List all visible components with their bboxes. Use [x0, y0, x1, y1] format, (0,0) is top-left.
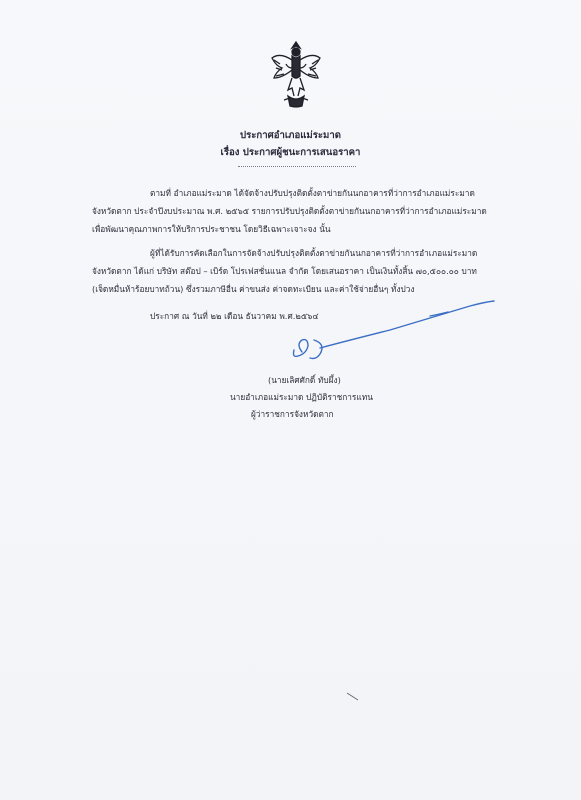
- signer-name: (นายเลิศศักดิ์ ทับผึ้ง): [268, 375, 341, 385]
- handwritten-signature: [280, 300, 510, 380]
- announcement-heading: ประกาศอำเภอแม่ระมาด: [240, 130, 341, 141]
- paragraph-2-line-2: จังหวัดตาก ได้แก่ บริษัท สต๊อป – เบิร์ด โปรเฟสชั่นแนล จำกัด โดยเสนอราคา เป็นเงินทั้งสิ้น ๗๐,๕๐๐.๐๐ บาท: [92, 266, 477, 276]
- garuda-emblem-icon: [268, 38, 324, 110]
- paragraph-1-line-3: เพื่อพัฒนาคุณภาพการให้บริการประชาชน โดยวิธีเฉพาะเจาะจง นั้น: [92, 224, 331, 234]
- dotted-divider: [238, 166, 356, 167]
- announcement-subject: เรื่อง ประกาศผู้ชนะการเสนอราคา: [220, 147, 361, 158]
- announcement-date: ประกาศ ณ วันที่ ๒๒ เดือน ธันวาคม พ.ศ.๒๕๖๔: [150, 311, 319, 321]
- paragraph-1-line-2: จังหวัดตาก ประจำปีงบประมาณ พ.ศ. ๒๕๖๕ รายการปรับปรุงติดตั้งตาข่ายกันนกอาคารที่ว่าการอำเภอแม่ระมาด: [92, 206, 487, 216]
- paragraph-1-line-1: ตามที่ อำเภอแม่ระมาด ได้จัดจ้างปรับปรุงติดตั้งตาข่ายกันนกอาคารที่ว่าการอำเภอแม่ระมาด: [150, 188, 475, 198]
- paragraph-2-line-3: (เจ็ดหมื่นห้าร้อยบาทถ้วน) ซึ่งรวมภาษีอื่น ค่าขนส่ง ค่าจดทะเบียน และค่าใช้จ่ายอื่นๆ ทั้งปวง: [92, 284, 415, 294]
- ink-mark: [346, 692, 360, 702]
- paragraph-2-line-1: ผู้ที่ได้รับการคัดเลือกในการจัดจ้างปรับปรุงติดตั้งตาข่ายกันนกอาคารที่ว่าการอำเภอแม่ระมาด: [150, 248, 478, 258]
- signer-title-2: ผู้ว่าราชการจังหวัดตาก: [251, 409, 334, 419]
- signer-title-1: นายอำเภอแม่ระมาด ปฏิบัติราชการแทน: [230, 392, 373, 402]
